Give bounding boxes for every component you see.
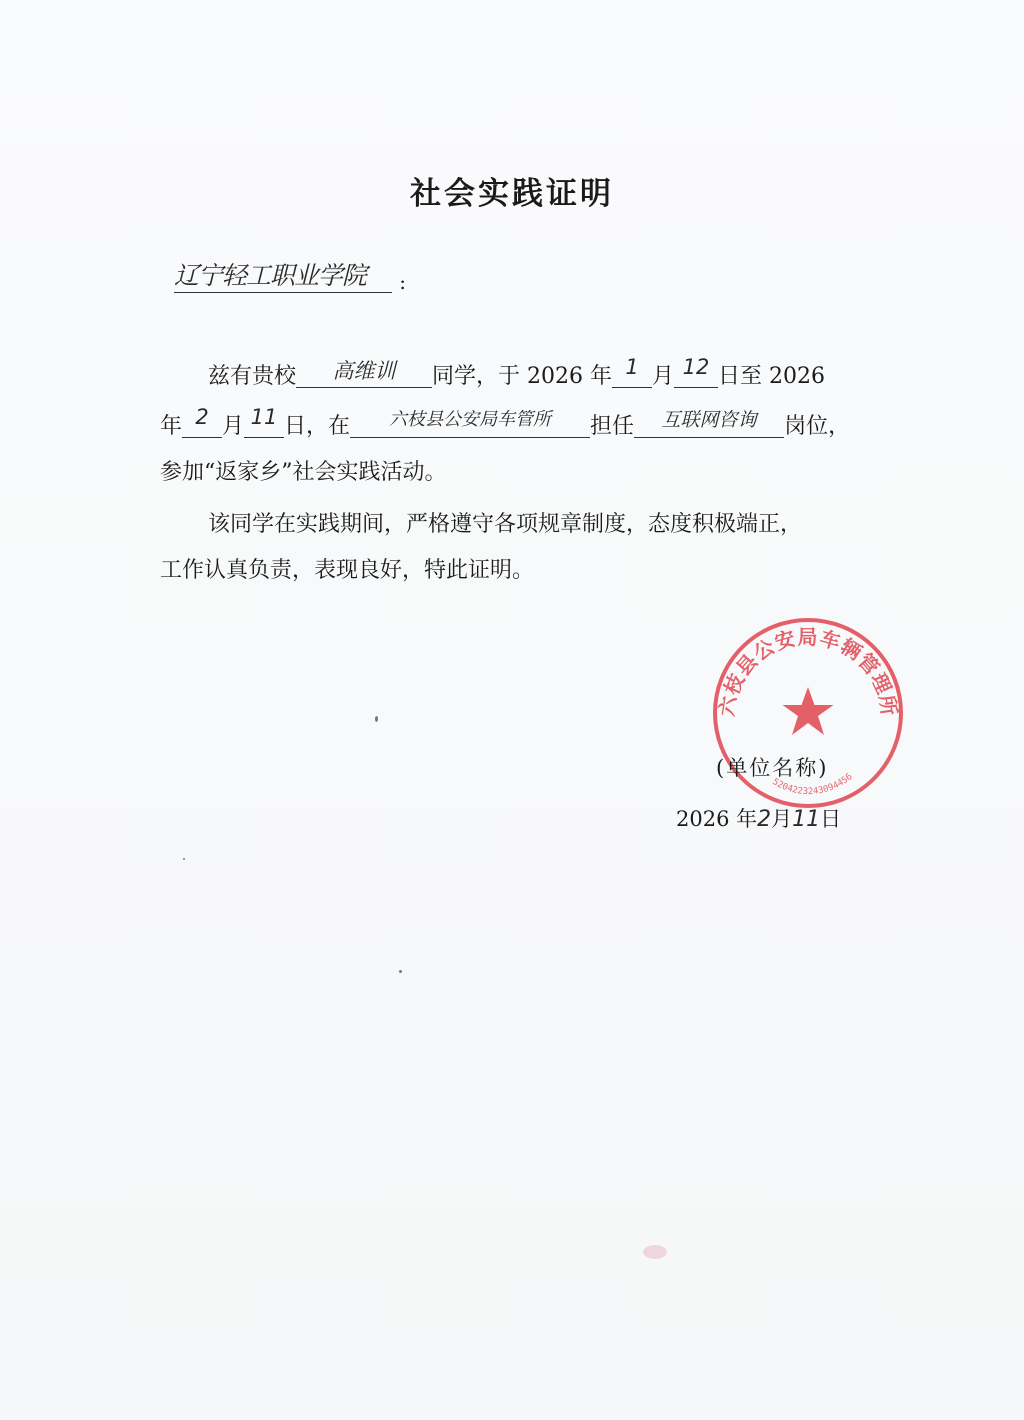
body-line-1 (208, 357, 825, 391)
student-name-field (296, 355, 432, 388)
seal-arc-text: 六枝县公安局车辆管理所 (714, 624, 902, 718)
body-line-3: 参加“返家乡”社会实践活动。 (160, 460, 447, 485)
start-day-field (674, 355, 718, 388)
end-month-field (182, 405, 222, 438)
start-month-handwriting: 1 (625, 355, 639, 379)
line1-prefix: 兹有贵校 (208, 364, 297, 389)
position-handwriting: 互联网咨询 (661, 409, 757, 431)
organization-field (350, 405, 590, 438)
line2-mid1: 月 (222, 414, 245, 439)
line1-mid2: 月 (652, 364, 675, 389)
date-day-handwriting: 11 (792, 807, 821, 832)
scan-speck (643, 1245, 667, 1259)
scan-speck (375, 716, 378, 722)
line2-mid2: 日，在 (284, 414, 351, 439)
date-suffix: 日 (820, 807, 842, 831)
scan-speck (183, 858, 185, 860)
body-para2-line2: 工作认真负责，表现良好，特此证明。 (160, 558, 535, 583)
addressee-colon: : (399, 270, 406, 294)
date-month-handwriting: 2 (757, 807, 772, 832)
end-month-handwriting: 2 (195, 405, 209, 429)
signature-date (676, 803, 841, 833)
body-line-2 (160, 407, 850, 441)
line2-mid3: 担任 (590, 414, 635, 439)
organization-handwriting: 六枝县公安局车管所 (389, 409, 552, 430)
body-para2-line1: 该同学在实践期间，严格遵守各项规章制度，态度积极端正， (208, 512, 803, 537)
line1-suffix: 日至 2026 (718, 364, 825, 389)
student-name-handwriting: 高维训 (332, 359, 396, 383)
start-day-handwriting: 12 (682, 355, 710, 379)
line1-mid1: 同学，于 2026 年 (432, 364, 612, 389)
addressee-handwriting: 辽宁轻工职业学院 (174, 261, 367, 290)
start-month-field (612, 355, 652, 388)
seal-star-icon (783, 687, 834, 735)
end-day-handwriting: 11 (250, 405, 278, 429)
document-title: 社会实践证明 (410, 176, 614, 212)
date-mid: 月 (771, 807, 793, 831)
unit-name-label: (单位名称) (716, 756, 829, 780)
scan-speck (399, 970, 402, 973)
position-field (634, 405, 784, 438)
addressee-field (174, 256, 406, 294)
seal-code-text: 5204223243094456 (770, 771, 855, 798)
line2-suffix: 岗位， (784, 414, 851, 439)
end-day-field (244, 405, 284, 438)
date-prefix: 2026 年 (676, 807, 758, 831)
line2-prefix: 年 (160, 414, 183, 439)
